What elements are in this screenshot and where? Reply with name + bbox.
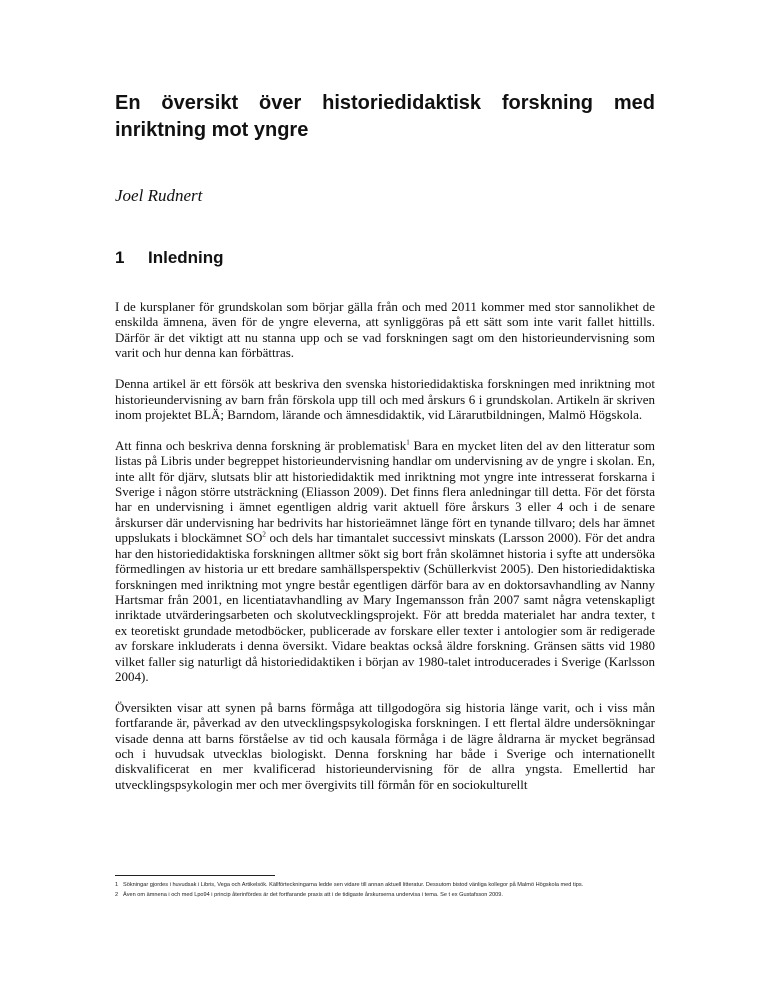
footnote-ref-2[interactable]: 2 bbox=[262, 530, 266, 539]
footnote-divider bbox=[115, 875, 275, 876]
paragraph-1: I de kursplaner för grundskolan som börjar gälla från och med 2011 kommer med stor sannolikhet de enskilda ämnena, även för de yngre eleverna, att synliggöras på ett sätt som inte varit fallet hittills. Därför är det viktigt att nu stanna upp och se vad forskningen sagt om den historieundervisning som varit och hur denna kan förbättras. bbox=[115, 299, 655, 361]
paragraph-2: Denna artikel är ett försök att beskriva den svenska historiedidaktiska forskningen med inriktning mot historieundervisning av barn från förskola upp till och med årskurs 6 i grundskolan. Artikeln är skriven inom projektet BLÄ; Barndom, lärande och ämnesdidaktik, vid Lärarutbildningen, Malmö Högskola. bbox=[115, 376, 655, 422]
section-title: Inledning bbox=[148, 248, 224, 267]
paragraph-3-part-a: Att finna och beskriva denna forskning är problematisk bbox=[115, 437, 407, 453]
footnote-1 bbox=[115, 880, 675, 890]
footnote-number: 2 bbox=[115, 892, 119, 898]
footnote-number: 1 bbox=[115, 882, 119, 888]
paragraph-4: Översikten visar att synen på barns förmåga att tillgodogöra sig historia länge varit, och i viss mån fortfarande är, påverkad av den utvecklingspsykologiska forskningen. I ett flertal äldre undersökningar visade denna att barns förståelse av tid och kausala förmåga i de lägre åldrarna är mycket begränsad och i huvudsak utvecklas biologiskt. Denna forskning har både i Sverige och internationellt diskvalificerat en mer kvalificerad historieundervisning för de allra yngsta. Emellertid har utvecklingspsykologin mer och mer övergivits till förmån för en sociokulturellt bbox=[115, 699, 655, 792]
section-heading bbox=[115, 248, 224, 268]
paragraph-3-part-b: Bara en mycket liten del av den litteratur som listas på Libris under begreppet historieundervisning handlar om undervisning av de yngre i skolan. En, inte allt för djärv, slutsats blir att historiedidaktik med inriktning mot yngre inte intresserat forskarna i Sverige i någon större utsträckning (Eliasson 2009). Det finns flera anledningar till detta. För det första har en undervisning i ämnet egentligen aldrig varit aktuell före årskurs 3 eller 4 och i de senare årskurser där undervisning har bedrivits har historieämnet länge fört en tynande tillvaro; dels har ämnet uppslukats i blockämnet SO bbox=[115, 437, 656, 546]
paragraph-3 bbox=[115, 438, 655, 685]
footnotes bbox=[115, 880, 675, 900]
footnote-text: Sökningar gjordes i huvudsak i Libris, Vega och Artikelsök. Källförteckningarna ledde sen vidare till annan aktuell litteratur. Dessutom bistod vänliga kollegor på Malmö Högskola med tips. bbox=[123, 882, 584, 888]
section-number: 1 bbox=[115, 248, 125, 267]
footnote-2 bbox=[115, 890, 675, 900]
paragraph-3-part-c: och dels har timantalet successivt minskats (Larsson 2000). För det andra har den historiedidaktiska forskningen alltmer sökt sig bort från skolämnet historia i syfte att undersöka förmedlingen av historia ur ett bredare samhällsperspektiv (Schüllerkvist 2005). Den historiedidaktiska forskningen med inriktning mot yngre består egentligen därför bara av en doktorsavhandling av Nanny Hartsmar från 2001, en licentiatavhandling av Mary Ingemansson från 2007 samt några vetenskapligt inriktade utvärderingsarbeten och skolutvecklingsprojekt. För att bredda materialet har andra texter, t ex teoretiskt grundade metodböcker, publicerade av forskare eller texter i antologier som är redigerade av forskare inkluderats i denna översikt. Vidare beaktas också äldre forskning. Gränsen sätts vid 1980 vilket faller sig naturligt då historiedidaktiken i början av 1980-talet introducerades i Sverige (Karlsson 2004). bbox=[115, 530, 655, 684]
footnote-text: Även om ämnena i och med Lpo94 i princip återinfördes är det fortfarande praxis att i de tidigaste årskurserna undervisa i tema. Se t ex Gustafsson 2009. bbox=[123, 892, 503, 898]
footnote-ref-1[interactable]: 1 bbox=[406, 438, 410, 447]
author-name: Joel Rudnert bbox=[115, 186, 203, 205]
body-text bbox=[115, 299, 655, 808]
document-title: En översikt över historiedidaktisk forskning med inriktning mot yngre bbox=[115, 92, 655, 141]
